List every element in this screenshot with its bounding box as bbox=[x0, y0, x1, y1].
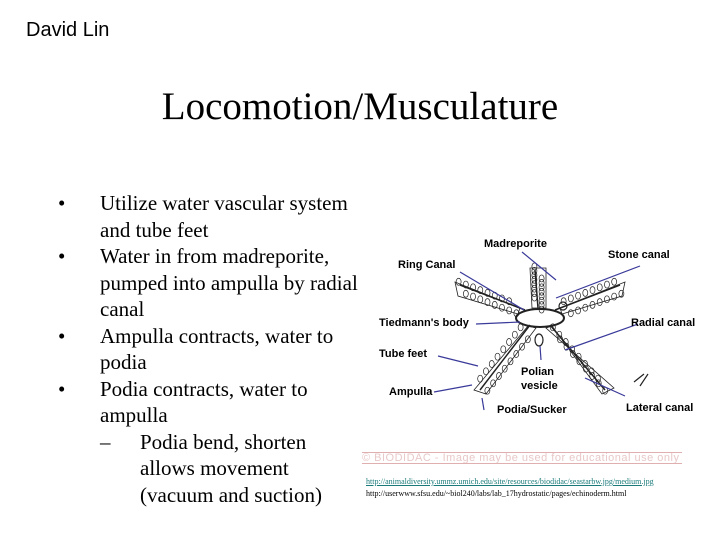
sub-bullet-item: – Podia bend, shorten allows movement (vacuum and suction) bbox=[100, 429, 322, 507]
tube-foot-mark bbox=[518, 324, 523, 331]
tube-foot-mark bbox=[583, 289, 588, 296]
tube-foot-mark bbox=[597, 284, 602, 291]
tube-foot-mark bbox=[604, 281, 609, 288]
tube-foot-mark bbox=[489, 361, 494, 368]
tube-foot-mark bbox=[539, 288, 544, 295]
tube-foot-mark bbox=[463, 290, 468, 297]
tube-foot-mark bbox=[491, 380, 496, 387]
tube-foot-mark bbox=[604, 296, 609, 303]
label-polian-vesicle-2: vesicle bbox=[521, 380, 558, 392]
tube-foot-mark bbox=[539, 284, 544, 291]
bullet-item: • Water in from madreporite, pumped into ampulla by radial canal bbox=[58, 244, 358, 321]
tube-foot-mark bbox=[512, 331, 517, 338]
label-ring-canal: Ring Canal bbox=[398, 259, 456, 271]
tube-foot-mark bbox=[576, 307, 581, 314]
tube-foot-mark bbox=[495, 353, 500, 360]
image-watermark: © BIODIDAC - Image may be used for educational use only bbox=[362, 452, 682, 464]
tube-foot-mark bbox=[539, 297, 544, 304]
tube-foot-mark bbox=[576, 292, 581, 299]
bullet-icon: • bbox=[58, 323, 66, 348]
slide-title: Locomotion/Musculature bbox=[161, 85, 559, 128]
tube-foot-mark bbox=[612, 278, 617, 285]
label-polian-vesicle-1: Polian bbox=[521, 366, 555, 378]
tube-foot-mark bbox=[539, 279, 544, 286]
label-stone-canal: Stone canal bbox=[608, 249, 670, 261]
tube-foot-mark bbox=[456, 278, 461, 285]
tube-foot-mark bbox=[539, 293, 544, 300]
source-url-page: http://userwww.sfsu.edu/~biol240/labs/lab_17hydrostatic/pages/echinoderm.html bbox=[366, 489, 627, 498]
bullet-item: • Podia contracts, water to ampulla bbox=[58, 376, 308, 427]
dash-icon: – bbox=[100, 429, 111, 454]
tube-foot-mark bbox=[471, 293, 476, 300]
tube-foot-mark bbox=[478, 296, 483, 303]
bullet-icon: • bbox=[58, 191, 66, 215]
tube-foot-mark bbox=[568, 310, 573, 317]
bullet-icon: • bbox=[58, 376, 66, 401]
label-tube-feet: Tube feet bbox=[379, 348, 428, 360]
bullet-icon: • bbox=[58, 244, 66, 268]
label-lateral-canal: Lateral canal bbox=[626, 402, 694, 414]
tube-foot-mark bbox=[568, 295, 573, 302]
bullet-item: • Ampulla contracts, water to podia bbox=[58, 323, 334, 374]
label-podia-sucker: Podia/Sucker bbox=[497, 404, 567, 416]
tube-foot-mark bbox=[612, 293, 617, 300]
source-link-image[interactable]: http://animaldiversity.ummz.umich.edu/site/resources/biodidac/seastarbw.jpg/medium.jpg bbox=[366, 477, 654, 486]
tube-foot-mark bbox=[483, 368, 488, 375]
bullet-list bbox=[58, 190, 358, 508]
tube-foot-mark bbox=[499, 304, 504, 311]
tube-foot-mark bbox=[561, 298, 566, 305]
tube-foot-mark bbox=[539, 275, 544, 282]
tube-foot-mark bbox=[590, 287, 595, 294]
tube-foot-mark bbox=[539, 302, 544, 309]
tube-foot-mark bbox=[496, 373, 501, 380]
tube-foot-mark bbox=[485, 387, 490, 394]
tube-foot-mark bbox=[532, 294, 537, 301]
water-vascular-system-diagram bbox=[370, 230, 710, 430]
label-tiedmanns-body: Tiedmann's body bbox=[379, 317, 469, 329]
author-name: David Lin bbox=[26, 19, 110, 41]
tube-foot-mark bbox=[501, 346, 506, 353]
label-madreporite: Madreporite bbox=[484, 238, 547, 250]
bullet-item: • Utilize water vascular system and tube feet bbox=[58, 191, 348, 242]
label-ampulla: Ampulla bbox=[389, 386, 433, 398]
tube-foot-mark bbox=[478, 375, 483, 382]
label-radial-canal: Radial canal bbox=[631, 317, 696, 329]
tube-foot-mark bbox=[507, 339, 512, 346]
